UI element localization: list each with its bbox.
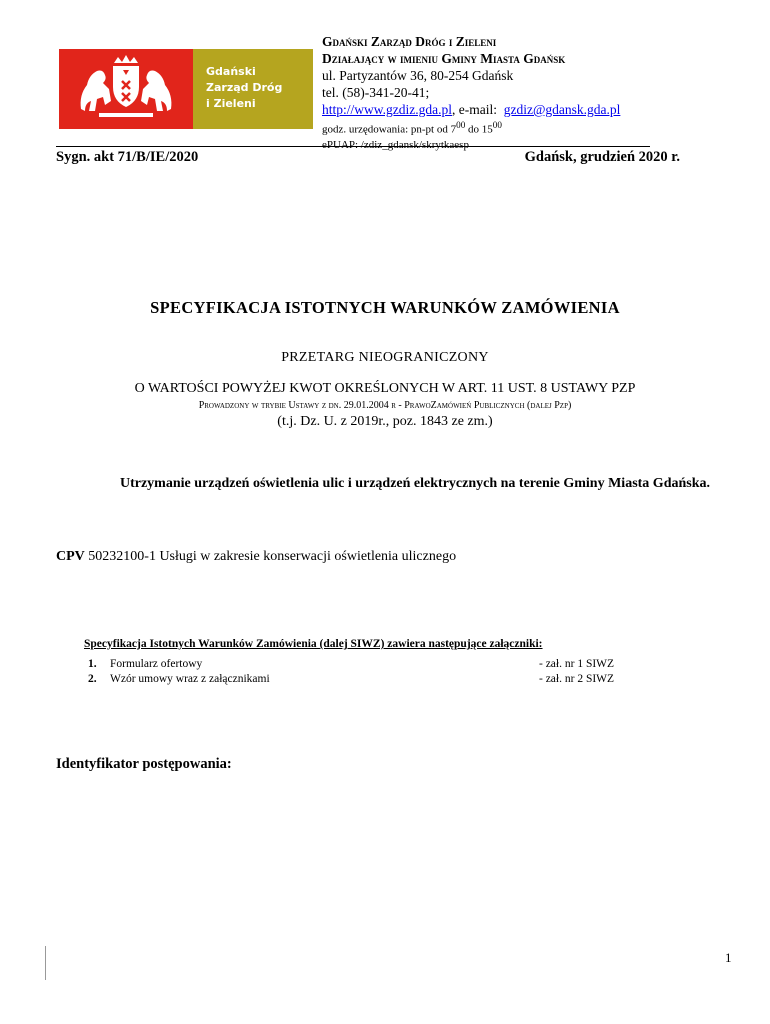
cpv-code: CPV 50232100-1 Usługi w zakresie konserwacji oświetlenia ulicznego	[56, 549, 457, 564]
logo-name-panel	[193, 49, 313, 129]
logo-line-2: Zarząd Dróg	[206, 81, 283, 94]
letterhead	[322, 33, 620, 153]
website-link[interactable]: http://www.gzdiz.gda.pl	[322, 102, 452, 117]
org-subtitle: Działający w imieniu Gminy Miasta Gdańsk	[322, 51, 566, 66]
coat-of-arms-logo	[59, 49, 193, 129]
journal-reference: (t.j. Dz. U. z 2019r., poz. 1843 ze zm.)	[277, 414, 493, 429]
header-divider	[56, 146, 650, 147]
attachments-heading: Specyfikacja Istotnych Warunków Zamówienia (dalej SIWZ) zawiera następujące załączniki:	[84, 638, 543, 650]
page-number: 1	[725, 950, 732, 965]
document-title: SPECYFIKACJA ISTOTNYCH WARUNKÓW ZAMÓWIENIA	[150, 298, 620, 317]
contract-subject: Utrzymanie urządzeń oświetlenia ulic i urządzeń elektrycznych na terenie Gminy Miasta Gdańska.	[119, 476, 710, 491]
logo-line-3: i Zieleni	[206, 97, 256, 110]
list-item: 1. Formularz ofertowy	[88, 658, 203, 670]
value-threshold: O WARTOŚCI POWYŻEJ KWOT OKREŚLONYCH W ART. 11 UST. 8 USTAWY PZP	[134, 381, 636, 396]
legal-basis: Prowadzony w trybie Ustawy z dn. 29.01.2004 r - PrawoZamówień Publicznych (dalej Pzp)	[198, 400, 572, 411]
attachment-note: - zał. nr 1 SIWZ	[539, 658, 615, 670]
margin-marker	[45, 946, 46, 980]
org-name: Gdański Zarząd Dróg i Zieleni	[322, 34, 497, 49]
procedure-type: PRZETARG NIEOGRANICZONY	[281, 350, 489, 365]
procedure-identifier-label: Identyfikator postępowania:	[56, 756, 232, 772]
document-date: Gdańsk, grudzień 2020 r.	[524, 149, 680, 165]
office-hours: godz. urzędowania: pn-pt od $7^{00}$ do $15^{00}$	[322, 120, 502, 136]
logo-line-1: Gdański	[206, 65, 256, 78]
org-web-email	[322, 101, 620, 118]
case-reference: Sygn. akt 71/B/IE/2020	[56, 149, 199, 165]
email-label: , e-mail:	[451, 102, 497, 117]
epuap-address: ePUAP: /zdiz_gdansk/skrytkaesp	[322, 138, 469, 151]
email-link[interactable]: gzdiz@gdansk.gda.pl	[503, 102, 621, 117]
list-item: 2. Wzór umowy wraz z załącznikami	[88, 673, 270, 685]
org-phone: tel. (58)-341-20-41;	[322, 85, 430, 100]
org-address: ul. Partyzantów 36, 80-254 Gdańsk	[322, 68, 514, 83]
attachment-note: - zał. nr 2 SIWZ	[539, 673, 615, 685]
lions-crest-icon	[59, 49, 193, 129]
